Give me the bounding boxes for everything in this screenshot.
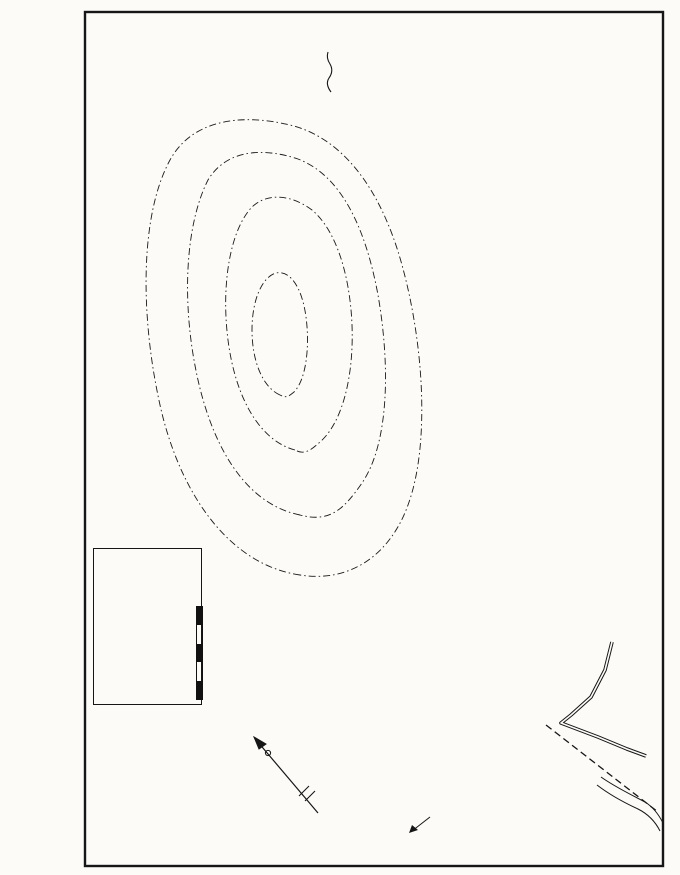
north-arrow <box>254 737 318 813</box>
scale-bar <box>196 590 205 700</box>
scale-bar-graphic <box>196 606 203 700</box>
order-info-block <box>597 271 600 471</box>
map-frame <box>85 12 663 866</box>
depth-contours <box>146 120 422 577</box>
title-block <box>93 548 202 705</box>
inlet-stream <box>327 52 331 92</box>
roads <box>561 642 646 756</box>
outlet-stream <box>597 777 663 831</box>
chelsea-pointer <box>409 817 430 833</box>
